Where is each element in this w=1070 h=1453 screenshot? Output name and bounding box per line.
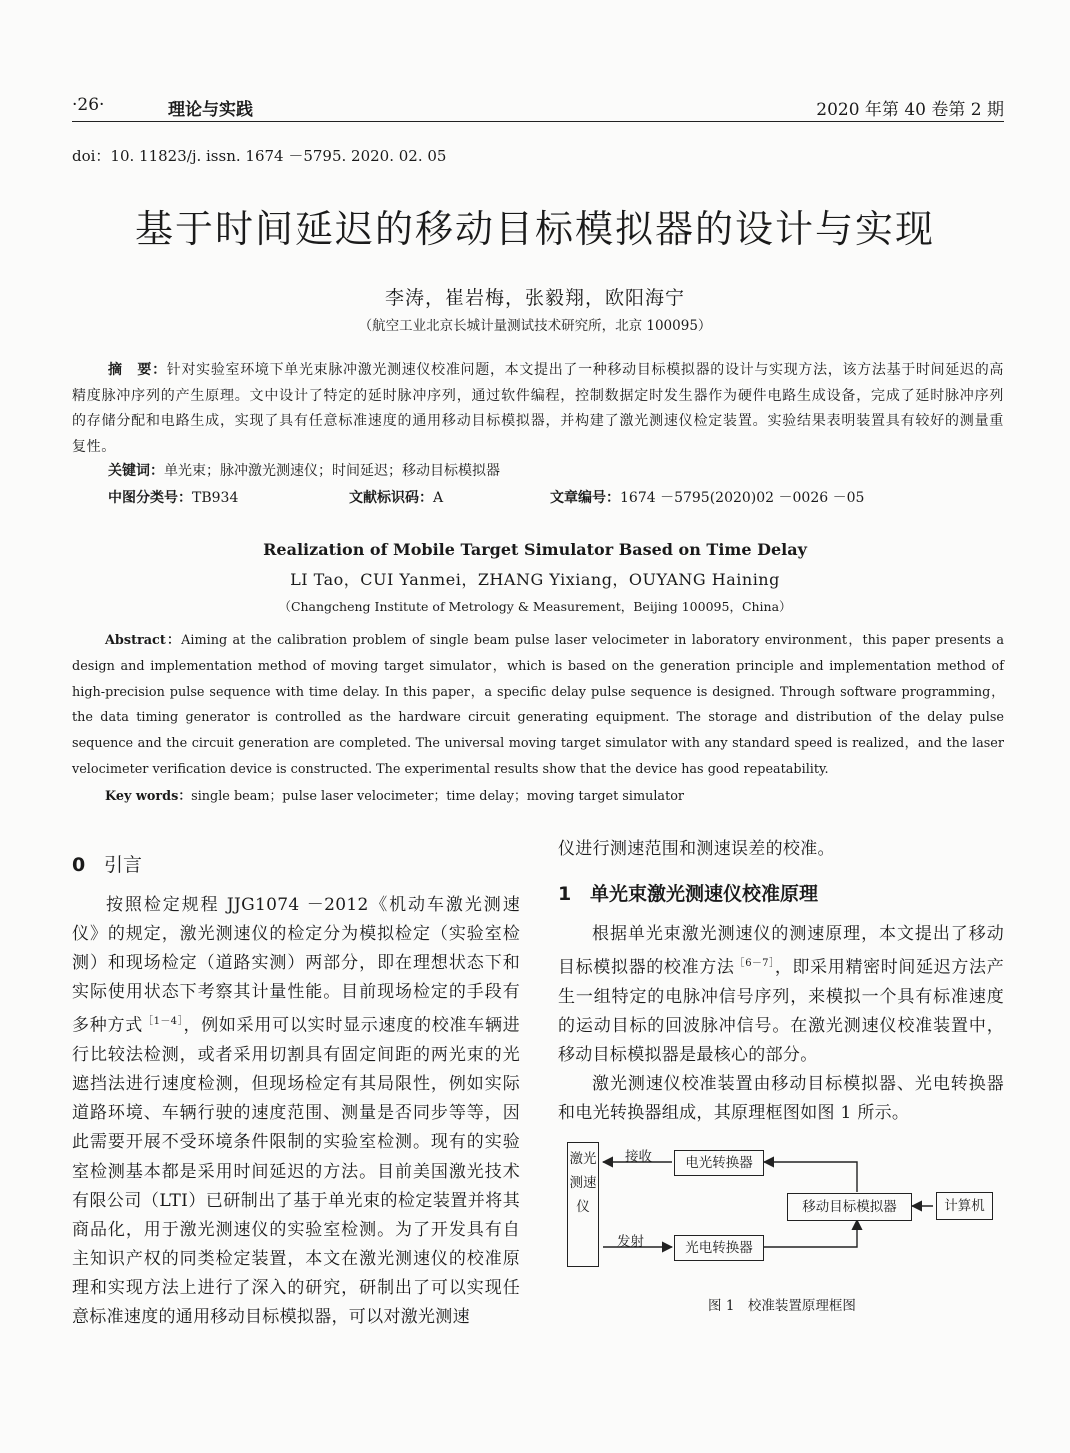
clc-code (108, 487, 238, 507)
art-value: 1674 －5795(2020)02 －0026 －05 (620, 490, 865, 506)
section-1-number: 1 (558, 883, 572, 905)
receive-label: 接收 (625, 1149, 652, 1165)
section-0-number: 0 (72, 854, 86, 876)
english-affiliation: （Changcheng Institute of Metrology & Measurement，Beijing 100095，China） (278, 599, 792, 614)
section-0-heading (72, 850, 142, 877)
clc-value: TB934 (192, 490, 239, 506)
doc-code (349, 487, 443, 507)
paper-title: 基于时间延迟的移动目标模拟器的设计与实现 (134, 207, 935, 251)
doc-label: 文献标识码： (349, 490, 433, 506)
right-column-continuation (558, 835, 1004, 864)
eo-converter-box: 电光转换器 (674, 1150, 764, 1176)
journal-section: 理论与实践 (168, 100, 253, 120)
figure-1-diagram (567, 1137, 997, 1277)
art-label: 文章编号： (550, 490, 620, 506)
principle-text-b: ，即采用精密时间延迟方法产生一组特定的电脉冲信号序列，来模拟一个具有标准速度的运动目标的回波脉冲信号。在激光测速仪校准装置中，移动目标模拟器是最核心的部分。 (558, 957, 1004, 1066)
citation-6-7[interactable]: ［6－7］ (734, 958, 775, 970)
continuation-text: 仪进行测速范围和测速误差的校准。 (558, 839, 835, 859)
abstract-cn-text: 针对实验室环境下单光束脉冲激光测速仪校准问题，本文提出了一种移动目标模拟器的设计与实现方法，该方法基于时间延迟的高精度脉冲序列的产生原理。文中设计了特定的延时脉冲序列，通过软件编程，控制数据定时发生器作为硬件电路生成设备，完成了延时脉冲序列的存储分配和电路生成，实现了具有任意标准速度的通用移动目标模拟器，并构建了激光测速仪检定装置。实验结果表明装置具有较好的测量重复性。 (72, 362, 1004, 455)
abstract-en-text: Aiming at the calibration problem of single beam pulse laser velocimeter in laboratory environment，this paper presents a design and implementation method of moving target simulator，which is based on the generation principle and implementation method of high-precision pulse sequence with time delay. In this paper，a specific delay pulse sequence is designed. Through software programming，the data timing generator is controlled as the hardware circuit generating equipment. The storage and distribution of the delay pulse sequence and the circuit generation are completed. The universal moving target simulator with any standard speed is realized，and the laser velocimeter verification device is constructed. The experimental results show that the device has good repeatability. (72, 633, 1004, 777)
figure-1-caption: 图 1 校准装置原理框图 (708, 1298, 856, 1314)
section-1-title: 单光束激光测速仪校准原理 (590, 883, 819, 905)
oe-to-simulator-arrow (764, 1220, 857, 1247)
citation-1-4[interactable]: ［1－4］ (142, 1016, 184, 1028)
issue-info: 2020 年第 40 卷第 2 期 (816, 100, 1004, 120)
device-paragraph: 激光测速仪校准装置由移动目标模拟器、光电转换器和电光转换器组成，其原理框图如图 1 所示。 (558, 1074, 1004, 1124)
running-header (72, 95, 1004, 122)
abstract-cn-label: 摘 要： (108, 362, 167, 378)
simulator-box: 移动目标模拟器 (787, 1193, 912, 1221)
computer-box: 计算机 (936, 1192, 993, 1220)
abstract-cn (72, 358, 1004, 460)
keywords-cn (108, 460, 500, 480)
section-1-heading (558, 879, 818, 906)
abstract-en-label: Abstract： (105, 633, 182, 648)
article-number (550, 487, 864, 507)
clc-label: 中图分类号： (108, 490, 192, 506)
authors: 李涛，崔岩梅，张毅翔，欧阳海宁 (384, 287, 685, 309)
intro-text-a: 按照检定规程 JJG1074 －2012《机动车激光测速仪》的规定，激光测速仪的检定分为模拟检定（实验室检测）和现场检定（道路实测）两部分，即在理想状态下和实际使用状态下考察其计量性能。目前现场检定的手段有多种方式 (72, 895, 520, 1037)
keywords-cn-text: 单光束；脉冲激光测速仪；时间延迟；移动目标模拟器 (164, 463, 500, 479)
section-0-title: 引言 (104, 854, 143, 876)
simulator-to-eo-arrow (764, 1162, 857, 1192)
doc-value: A (433, 490, 444, 506)
intro-text-b: ，例如采用可以实时显示速度的校准车辆进行比较法检测，或者采用切割具有固定间距的两光束的光遮挡法进行速度检测，但现场检定有其局限性，例如实际道路环境、车辆行驶的速度范围、测量是否同步等等，因此需要开展不受环境条件限制的实验室检测。现有的实验室检测基本都是采用时间延迟的方法。目前美国激光技术有限公司（LTI）已研制出了基于单光束的检定装置并将其商品化，用于激光测速仪的实验室检测。为了开发具有自主知识产权的同类检定装置，本文在激光测速仪的校准原理和实现方法上进行了深入的研究，研制出了可以实现任意标准速度的通用移动目标模拟器，可以对激光测速 (72, 1016, 520, 1327)
oe-converter-box: 光电转换器 (674, 1235, 764, 1261)
keywords-cn-label: 关键词： (108, 463, 164, 479)
emit-label: 发射 (617, 1234, 644, 1250)
keywords-en-text: single beam；pulse laser velocimeter；time delay；moving target simulator (191, 789, 685, 804)
velocimeter-box: 激光测速仪 (567, 1142, 599, 1267)
principle-paragraph (558, 920, 1004, 1070)
english-title: Realization of Mobile Target Simulator Based on Time Delay (263, 540, 807, 559)
affiliation: （航空工业北京长城计量测试技术研究所，北京 100095） (358, 318, 712, 334)
page-number: ·26· (72, 95, 105, 115)
abstract-en (72, 628, 1004, 783)
principle-text-a: 根据单光束激光测速仪的测速原理，本文提出了移动目标模拟器的校准方法 (558, 924, 1004, 978)
keywords-en-label: Key words： (105, 789, 192, 804)
keywords-en (105, 785, 684, 804)
intro-paragraph (72, 891, 520, 1332)
doi[interactable]: doi：10. 11823/j. issn. 1674 －5795. 2020. 02. 05 (72, 147, 447, 165)
english-authors: LI Tao，CUI Yanmei，ZHANG Yixiang，OUYANG Haining (290, 570, 780, 589)
right-column-text (558, 920, 1004, 1128)
left-column-text (72, 891, 520, 1332)
